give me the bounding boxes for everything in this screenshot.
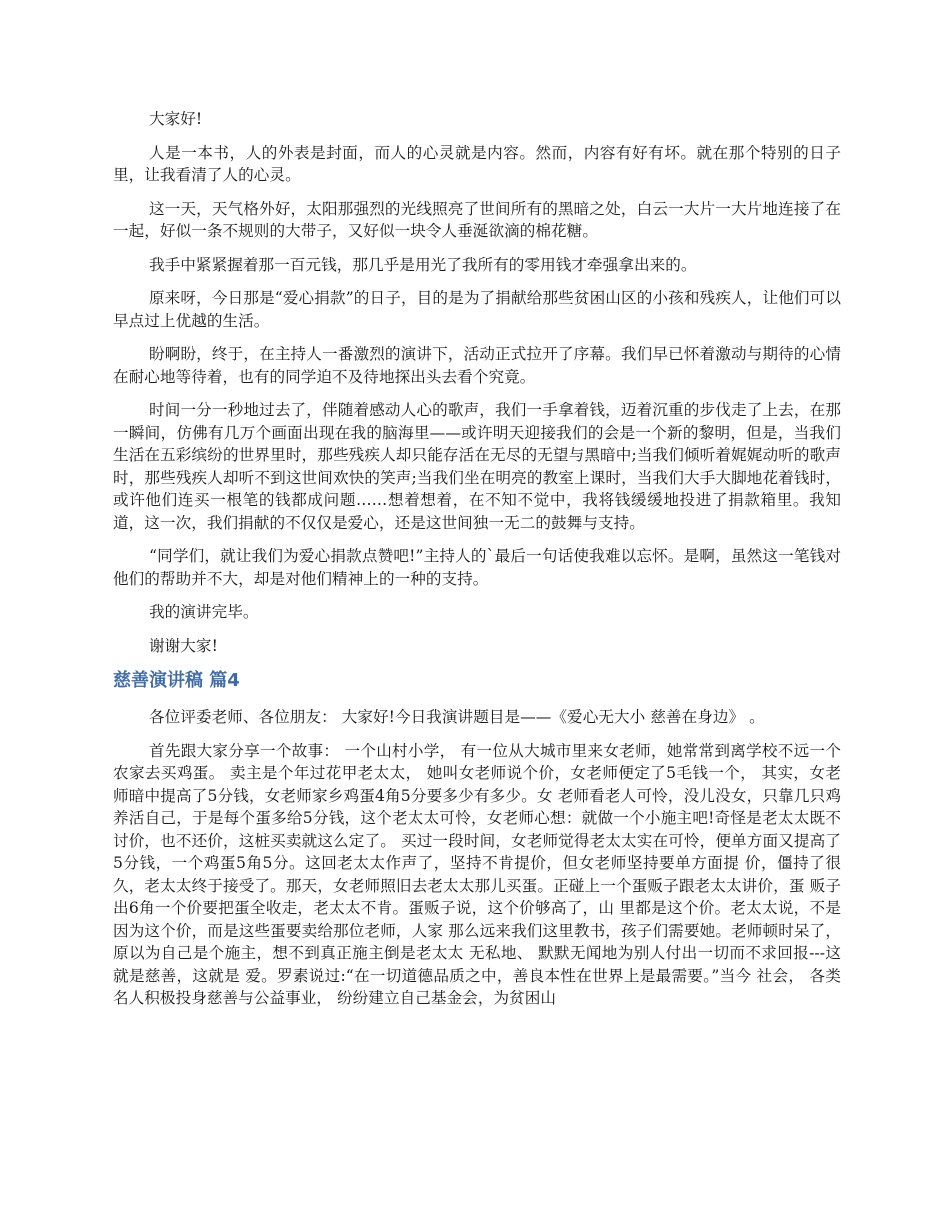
paragraph: 这一天，天气格外好，太阳那强烈的光线照亮了世间所有的黑暗之处，白云一大片一大片地连接了在一起，好似一条不规则的大带子，又好似一块令人垂涎欲滴的棉花糖。: [113, 199, 841, 240]
section-heading: 慈善演讲稿 篇4: [113, 670, 240, 691]
paragraph: 时间一分一秒地过去了，伴随着感动人心的歌声，我们一手拿着钱，迈着沉重的步伐走了上去，在那一瞬间，仿佛有几万个画面出现在我的脑海里——或许明天迎接我们的会是一个新的黎明，但是，当我们生活在五彩缤纷的世界里时，那些残疾人却只能存活在无尽的无望与黑暗中;当我们倾听着娓娓动听的歌声时，那些残疾人却听不到这世间欢快的笑声;当我们坐在明亮的教室上课时，当我们大手大脚地花着钱时，或许他们连买一根笔的钱都成问题……想着想着，在不知不觉中，我将钱缓缓地投进了捐款箱里。我知道，这一次，我们捐献的不仅仅是爱心，还是这世间独一无二的鼓舞与支持。: [113, 401, 841, 532]
paragraph-closing: 我的演讲完毕。: [149, 603, 259, 621]
paragraph: 我手中紧紧握着那一百元钱，那几乎是用光了我所有的零用钱才牵强拿出来的。: [149, 255, 697, 274]
document-page: [113, 108, 841, 1021]
paragraph-story: 首先跟大家分享一个故事： 一个山村小学， 有一位从大城市里来女老师，她常常到离学校不远一个 农家去买鸡蛋。 卖主是个年过花甲老太太， 她叫女老师说个价，女老师便定了5毛钱一个， 其实，女老师暗中提高了5分钱，女老师家乡鸡蛋4角5分要多少有多少。女 老师看老人可怜，没儿没女，只靠几只鸡养活自己，于是每个蛋多给5分钱，这个老太太可怜，女老师心想：就做一个小施主吧!奇怪是老太太既不讨价，也不还价，这桩买卖就这么定了。 买过一段时间，女老师觉得老太太实在可怜，便单方面又提高了5分钱，一个鸡蛋5角5分。这回老太太作声了，坚持不肯提价，但女老师坚持要单方面提 价，僵持了很久，老太太终于接受了。那天，女老师照旧去老太太那儿买蛋。正碰上一个蛋贩子跟老太太讲价，蛋 贩子出6角一个价要把蛋全收走，老太太不肯。蛋贩子说，这个价够高了，山 里都是这个价。老太太说，不是因为这个价，而是这些蛋要卖给那位老师，人家 那么远来我们这里教书，孩子们需要她。老师顿时呆了，原以为自己是个施主，想不到真正施主倒是老太太 无私地、 默默无闻地为别人付出一切而不求回报---这就是慈善，这就是 爱。罗素说过:“在一切道德品质之中，善良本性在世界上是最需要。”当今 社会， 各类名人积极投身慈善与公益事业， 纷纷建立自己基金会，为贫困山: [113, 741, 841, 1007]
paragraph-opening: 各位评委老师、各位朋友： 大家好!今日我演讲题目是——《爱心无大小 慈善在身边》 。: [149, 708, 765, 726]
paragraph: 盼啊盼，终于，在主持人一番激烈的演讲下，活动正式拉开了序幕。我们早已怀着激动与期待的心情在耐心地等待着，也有的同学迫不及待地探出头去看个究竟。: [113, 345, 841, 386]
paragraph: 原来呀，今日那是“爱心捐款”的日子，目的是为了捐献给那些贫困山区的小孩和残疾人，让他们可以早点过上优越的生活。: [113, 289, 841, 330]
paragraph: 人是一本书，人的外表是封面，而人的心灵就是内容。然而，内容有好有坏。就在那个特别的日子里，让我看清了人的心灵。: [113, 143, 841, 184]
paragraph-greeting: 大家好!: [149, 110, 203, 128]
paragraph-thanks: 谢谢大家!: [149, 636, 218, 655]
paragraph: “同学们，就让我们为爱心捐款点赞吧!”主持人的`最后一句话使我难以忘怀。是啊，虽然这一笔钱对他们的帮助并不大，却是对他们精神上的一种的支持。: [113, 547, 841, 588]
